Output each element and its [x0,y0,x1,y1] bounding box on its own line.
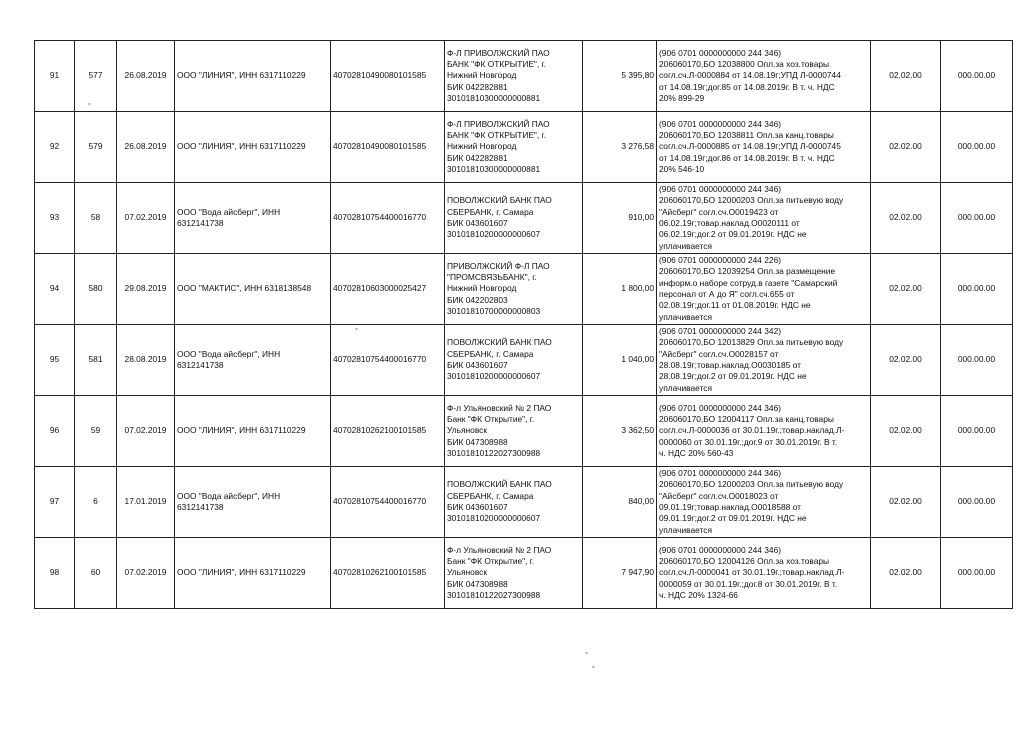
cell-secondary-amount: 000.00.00 [941,183,1013,254]
scan-speck [88,103,91,105]
cell-document-number: 59 [75,396,117,467]
cell-amount: 3 276,58 [583,112,657,183]
table-row [35,254,1013,325]
cell-row-number: 94 [35,254,75,325]
table-row [35,396,1013,467]
cell-payee: ООО "ЛИНИЯ", ИНН 6317110229 [175,112,331,183]
cell-date: 07.02.2019 [117,396,175,467]
cell-purpose: (906 0701 0000000000 244 342) 206060170,БО 12013829 Опл.за питьевую воду "Айсберг" согл.сч.О0028157 от 28.08.19г;товар.наклад.О0030185 от 28.08.19г;дог.2 от 09.01.2019г. НДС не уплачивается [657,325,871,396]
cell-purpose: (906 0701 0000000000 244 346) 206060170,БО 12004117 Опл.за канц.товары согл.сч.Л-0000036 от 30.01.19г.;товар.наклад.Л- 0000060 от 30.01.19г.;дог.9 от 30.01.2019г. В т. ч. НДС 20% 560-43 [657,396,871,467]
cell-account: 40702810262100101585 [331,396,445,467]
cell-code: 02.02.00 [871,254,941,325]
cell-account: 40702810490080101585 [331,41,445,112]
cell-bank: ПОВОЛЖСКИЙ БАНК ПАО СБЕРБАНК, г. Самара БИК 043601607 30101810200000000607 [445,325,583,396]
cell-payee: ООО "ЛИНИЯ", ИНН 6317110229 [175,538,331,609]
cell-document-number: 581 [75,325,117,396]
table-row [35,538,1013,609]
cell-document-number: 580 [75,254,117,325]
cell-row-number: 93 [35,183,75,254]
cell-document-number: 579 [75,112,117,183]
cell-bank: Ф-Л ПРИВОЛЖСКИЙ ПАО БАНК "ФК ОТКРЫТИЕ", г. Нижний Новгород БИК 042282881 30101810300000000881 [445,112,583,183]
cell-row-number: 97 [35,467,75,538]
cell-secondary-amount: 000.00.00 [941,467,1013,538]
cell-amount: 1 040,00 [583,325,657,396]
cell-payee: ООО "Вода айсберг", ИНН 6312141738 [175,325,331,396]
cell-code: 02.02.00 [871,396,941,467]
cell-bank: ПОВОЛЖСКИЙ БАНК ПАО СБЕРБАНК, г. Самара БИК 043601607 30101810200000000607 [445,183,583,254]
cell-secondary-amount: 000.00.00 [941,325,1013,396]
table-row [35,183,1013,254]
cell-code: 02.02.00 [871,183,941,254]
payments-table-container [34,40,1012,609]
cell-date: 26.08.2019 [117,41,175,112]
cell-secondary-amount: 000.00.00 [941,112,1013,183]
cell-bank: Ф-Л ПРИВОЛЖСКИЙ ПАО БАНК "ФК ОТКРЫТИЕ", г. Нижний Новгород БИК 042282881 30101810300000000881 [445,41,583,112]
cell-bank: Ф-л Ульяновский № 2 ПАО Банк "ФК Открытие", г. Ульяновск БИК 047308988 30101810122027300988 [445,538,583,609]
payments-table [34,40,1013,609]
table-row [35,325,1013,396]
cell-bank: ПОВОЛЖСКИЙ БАНК ПАО СБЕРБАНК, г. Самара БИК 043601607 30101810200000000607 [445,467,583,538]
cell-row-number: 91 [35,41,75,112]
cell-date: 07.02.2019 [117,183,175,254]
cell-amount: 910,00 [583,183,657,254]
cell-purpose: (906 0701 0000000000 244 226) 206060170,БО 12039254 Опл.за размещение информ.о наборе сотруд.в газете "Самарский персонал от А до Я" согл.сч.655 от 02.08.19г;дог.11 от 01.08.2019г. НДС не уплачивается [657,254,871,325]
cell-account: 40702810754400016770 [331,325,445,396]
cell-document-number: 58 [75,183,117,254]
cell-date: 07.02.2019 [117,538,175,609]
cell-payee: ООО "ЛИНИЯ", ИНН 6317110229 [175,41,331,112]
cell-payee: ООО "ЛИНИЯ", ИНН 6317110229 [175,396,331,467]
cell-account: 40702810754400016770 [331,467,445,538]
table-row [35,467,1013,538]
cell-amount: 7 947,90 [583,538,657,609]
table-row [35,112,1013,183]
cell-row-number: 98 [35,538,75,609]
cell-payee: ООО "МАКТИС", ИНН 6318138548 [175,254,331,325]
cell-code: 02.02.00 [871,41,941,112]
cell-account: 40702810490080101585 [331,112,445,183]
cell-code: 02.02.00 [871,467,941,538]
cell-purpose: (906 0701 0000000000 244 346) 206060170,БО 12004126 Опл.за хоз.товары согл.сч.Л-0000041 от 30.01.19г.;товар.наклад.Л- 0000059 от 30.01.19г.;дог.8 от 30.01.2019г. В т. ч. НДС 20% 1324-66 [657,538,871,609]
cell-account: 40702810754400016770 [331,183,445,254]
cell-payee: ООО "Вода айсберг", ИНН 6312141738 [175,467,331,538]
cell-row-number: 96 [35,396,75,467]
cell-bank: Ф-л Ульяновский № 2 ПАО Банк "ФК Открытие", г. Ульяновск БИК 047308988 30101810122027300988 [445,396,583,467]
cell-bank: ПРИВОЛЖСКИЙ Ф-Л ПАО "ПРОМСВЯЗЬБАНК", г. Нижний Новгород БИК 042202803 30101810700000000803 [445,254,583,325]
cell-purpose: (906 0701 0000000000 244 346) 206060170,БО 12038800 Опл.за хоз.товары согл.сч.Л-0000884 от 14.08.19г;УПД Л-0000744 от 14.08.19г;дог.85 от 14.08.2019г. В т. ч. НДС 20% 899-29 [657,41,871,112]
cell-secondary-amount: 000.00.00 [941,41,1013,112]
cell-amount: 3 362,50 [583,396,657,467]
cell-row-number: 92 [35,112,75,183]
cell-document-number: 577 [75,41,117,112]
cell-amount: 5 395,80 [583,41,657,112]
cell-date: 17.01.2019 [117,467,175,538]
cell-row-number: 95 [35,325,75,396]
cell-account: 40702810603000025427 [331,254,445,325]
payments-table-body [35,41,1013,609]
cell-code: 02.02.00 [871,538,941,609]
scan-speck [585,652,588,654]
cell-secondary-amount: 000.00.00 [941,254,1013,325]
cell-purpose: (906 0701 0000000000 244 346) 206060170,БО 12000203 Опл.за питьевую воду "Айсберг" согл.сч.О0018023 от 09.01.19г;товар.наклад.О0018588 от 09.01.19г;дог.2 от 09.01.2019г. НДС не уплачивается [657,467,871,538]
cell-date: 28.08.2019 [117,325,175,396]
cell-code: 02.02.00 [871,325,941,396]
cell-code: 02.02.00 [871,112,941,183]
cell-document-number: 6 [75,467,117,538]
cell-purpose: (906 0701 0000000000 244 346) 206060170,БО 12000203 Опл.за питьевую воду "Айсберг" согл.сч.О0019423 от 06.02.19г;товар.наклад.О0020111 от 06.02.19г;дог.2 от 09.01.2019г. НДС не уплачивается [657,183,871,254]
cell-purpose: (906 0701 0000000000 244 346) 206060170,БО 12038811 Опл.за канц.товары согл.сч.Л-0000885 от 14.08.19г;УПД Л-0000745 от 14.08.19г;дог.86 от 14.08.2019г. В т. ч. НДС 20% 546-10 [657,112,871,183]
scan-speck [592,666,595,668]
cell-document-number: 60 [75,538,117,609]
cell-account: 40702810262100101585 [331,538,445,609]
cell-date: 29.08.2019 [117,254,175,325]
cell-amount: 840,00 [583,467,657,538]
scan-speck [355,328,358,330]
cell-secondary-amount: 000.00.00 [941,396,1013,467]
cell-payee: ООО "Вода айсберг", ИНН 6312141738 [175,183,331,254]
cell-secondary-amount: 000.00.00 [941,538,1013,609]
table-row [35,41,1013,112]
cell-amount: 1 800,00 [583,254,657,325]
cell-date: 26.08.2019 [117,112,175,183]
